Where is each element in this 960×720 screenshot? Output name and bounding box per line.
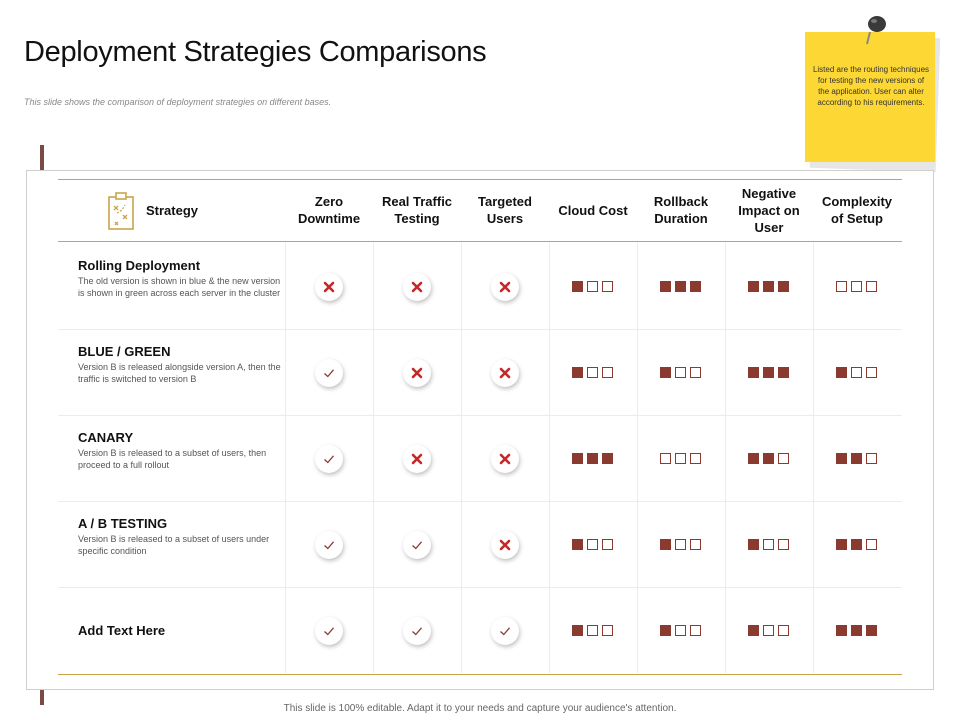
rating-square-filled bbox=[763, 281, 774, 292]
rating-square-filled bbox=[748, 367, 759, 378]
rating-square-empty bbox=[866, 281, 877, 292]
rating-square-empty bbox=[851, 281, 862, 292]
row-strategy-name: Rolling Deployment bbox=[78, 258, 201, 273]
cross-icon bbox=[491, 531, 519, 559]
rating-square-filled bbox=[778, 367, 789, 378]
rating-square-filled bbox=[778, 281, 789, 292]
rating-scale bbox=[572, 539, 613, 550]
table-bottom-rule bbox=[58, 674, 902, 675]
rating-square-empty bbox=[602, 367, 613, 378]
rating-square-empty bbox=[602, 281, 613, 292]
rating-square-filled bbox=[572, 539, 583, 550]
column-divider bbox=[373, 243, 374, 673]
rating-square-filled bbox=[602, 453, 613, 464]
row-divider bbox=[58, 329, 902, 330]
column-divider bbox=[725, 243, 726, 673]
rating-square-filled bbox=[748, 453, 759, 464]
column-header: Zero Downtime bbox=[297, 194, 361, 226]
check-icon bbox=[403, 531, 431, 559]
table-top-rule bbox=[58, 179, 902, 180]
row-strategy-name: BLUE / GREEN bbox=[78, 344, 171, 359]
rating-square-empty bbox=[587, 625, 598, 636]
rating-square-filled bbox=[836, 453, 847, 464]
column-divider bbox=[285, 243, 286, 673]
rating-scale bbox=[660, 453, 701, 464]
row-strategy-name: CANARY bbox=[78, 430, 134, 445]
rating-scale bbox=[748, 625, 789, 636]
rating-square-filled bbox=[660, 625, 671, 636]
rating-square-filled bbox=[851, 625, 862, 636]
rating-square-empty bbox=[587, 367, 598, 378]
rating-square-empty bbox=[866, 367, 877, 378]
row-strategy-name: Add Text Here bbox=[78, 623, 166, 638]
row-divider bbox=[58, 501, 902, 502]
rating-scale bbox=[572, 625, 613, 636]
rating-square-filled bbox=[836, 625, 847, 636]
rating-square-filled bbox=[572, 625, 583, 636]
rating-square-filled bbox=[748, 539, 759, 550]
rating-square-empty bbox=[660, 453, 671, 464]
rating-scale bbox=[660, 625, 701, 636]
rating-square-empty bbox=[763, 539, 774, 550]
rating-square-empty bbox=[602, 539, 613, 550]
strategy-column-header: Strategy bbox=[146, 203, 199, 218]
cross-icon bbox=[315, 273, 343, 301]
cross-icon bbox=[491, 445, 519, 473]
row-strategy-name: A / B TESTING bbox=[78, 516, 168, 531]
check-icon bbox=[315, 445, 343, 473]
row-strategy-description: Version B is released to a subset of users under specific condition bbox=[78, 534, 270, 556]
rating-square-filled bbox=[572, 281, 583, 292]
rating-square-filled bbox=[690, 281, 701, 292]
rating-square-empty bbox=[587, 539, 598, 550]
rating-scale bbox=[836, 539, 877, 550]
rating-square-filled bbox=[851, 453, 862, 464]
table-header-rule bbox=[58, 241, 902, 242]
rating-scale bbox=[748, 367, 789, 378]
rating-square-empty bbox=[866, 539, 877, 550]
rating-scale bbox=[660, 281, 701, 292]
rating-square-filled bbox=[572, 367, 583, 378]
cross-icon bbox=[403, 445, 431, 473]
rating-square-empty bbox=[690, 367, 701, 378]
rating-square-filled bbox=[866, 625, 877, 636]
rating-square-empty bbox=[675, 625, 686, 636]
rating-square-empty bbox=[675, 453, 686, 464]
rating-square-empty bbox=[690, 453, 701, 464]
cross-icon bbox=[403, 359, 431, 387]
row-strategy-description: The old version is shown in blue & the new version is shown in green across each server in the cluster bbox=[78, 276, 281, 298]
rating-square-filled bbox=[675, 281, 686, 292]
rating-scale bbox=[572, 281, 613, 292]
rating-square-filled bbox=[748, 625, 759, 636]
row-divider bbox=[58, 587, 902, 588]
rating-scale bbox=[748, 453, 789, 464]
page-title: Deployment Strategies Comparisons bbox=[24, 36, 487, 68]
rating-square-empty bbox=[851, 367, 862, 378]
column-divider bbox=[637, 243, 638, 673]
rating-scale bbox=[572, 453, 613, 464]
rating-square-empty bbox=[778, 625, 789, 636]
strategy-clipboard-icon bbox=[106, 191, 136, 231]
rating-scale bbox=[836, 453, 877, 464]
pushpin-icon bbox=[862, 12, 892, 48]
rating-square-empty bbox=[602, 625, 613, 636]
rating-square-filled bbox=[763, 367, 774, 378]
check-icon bbox=[315, 359, 343, 387]
cross-icon bbox=[491, 359, 519, 387]
rating-square-empty bbox=[763, 625, 774, 636]
rating-scale bbox=[660, 539, 701, 550]
column-header: Cloud Cost bbox=[558, 202, 628, 218]
row-strategy-description: Version B is released alongside version A, then the traffic is switched to version B bbox=[78, 362, 281, 384]
column-header: Rollback Duration bbox=[653, 194, 709, 226]
check-icon bbox=[403, 617, 431, 645]
rating-scale bbox=[748, 281, 789, 292]
rating-square-empty bbox=[836, 281, 847, 292]
rating-square-empty bbox=[778, 453, 789, 464]
rating-square-empty bbox=[690, 539, 701, 550]
rating-square-filled bbox=[587, 453, 598, 464]
rating-square-empty bbox=[675, 539, 686, 550]
rating-square-filled bbox=[660, 281, 671, 292]
column-divider bbox=[813, 243, 814, 673]
rating-scale bbox=[836, 281, 877, 292]
column-header: Real Traffic Testing bbox=[381, 194, 453, 226]
rating-square-filled bbox=[836, 367, 847, 378]
rating-square-empty bbox=[778, 539, 789, 550]
sticky-note-text: Listed are the routing techniques for testing the new versions of the application. User can alter according to his requirements. bbox=[812, 65, 930, 107]
check-icon bbox=[491, 617, 519, 645]
page-subtitle: This slide shows the comparison of deployment strategies on different bases. bbox=[24, 97, 332, 107]
rating-scale bbox=[836, 367, 877, 378]
column-header: Targeted Users bbox=[478, 194, 532, 226]
rating-scale bbox=[572, 367, 613, 378]
column-divider bbox=[461, 243, 462, 673]
rating-scale bbox=[748, 539, 789, 550]
check-icon bbox=[315, 531, 343, 559]
rating-square-filled bbox=[572, 453, 583, 464]
rating-square-empty bbox=[866, 453, 877, 464]
rating-square-filled bbox=[836, 539, 847, 550]
column-header: Complexity of Setup bbox=[821, 194, 893, 226]
rating-scale bbox=[660, 367, 701, 378]
rating-square-filled bbox=[851, 539, 862, 550]
row-divider bbox=[58, 415, 902, 416]
rating-square-filled bbox=[748, 281, 759, 292]
table-card bbox=[26, 170, 934, 690]
rating-square-filled bbox=[763, 453, 774, 464]
check-icon bbox=[315, 617, 343, 645]
row-strategy-description: Version B is released to a subset of users, then proceed to a full rollout bbox=[78, 448, 267, 470]
rating-square-filled bbox=[660, 539, 671, 550]
rating-square-filled bbox=[660, 367, 671, 378]
cross-icon bbox=[403, 273, 431, 301]
rating-square-empty bbox=[587, 281, 598, 292]
footer-note: This slide is 100% editable. Adapt it to your needs and capture your audience's attention. bbox=[283, 703, 677, 714]
column-divider bbox=[549, 243, 550, 673]
cross-icon bbox=[491, 273, 519, 301]
rating-square-empty bbox=[690, 625, 701, 636]
rating-square-empty bbox=[675, 367, 686, 378]
rating-scale bbox=[836, 625, 877, 636]
column-header: Negative Impact on User bbox=[738, 185, 800, 235]
